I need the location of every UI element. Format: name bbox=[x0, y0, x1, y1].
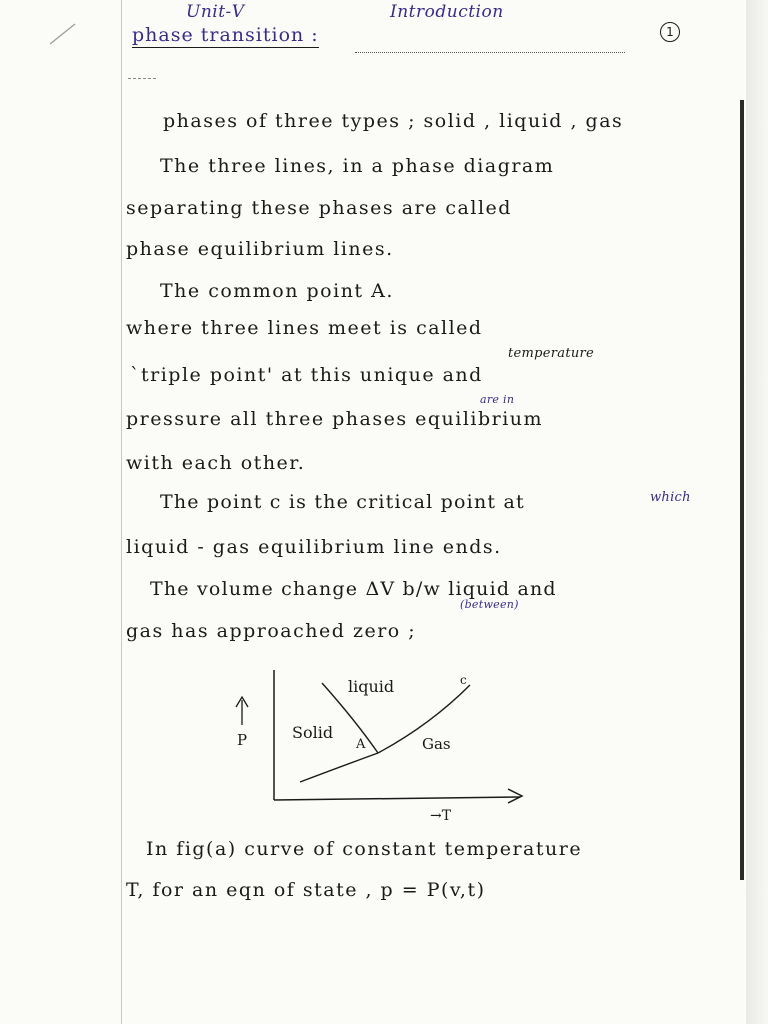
note-line-1: phases of three types ; solid , liquid , gas bbox=[163, 110, 624, 132]
note-line-7: `triple point' at this unique and bbox=[130, 364, 483, 386]
phase-diagram bbox=[230, 665, 530, 825]
note-line-3: separating these phases are called bbox=[126, 197, 512, 219]
insert-temperature: temperature bbox=[508, 346, 595, 361]
note-line-9: with each other. bbox=[126, 452, 306, 474]
note-line-15: T, for an eqn of state , p = P(v,t) bbox=[126, 879, 486, 901]
label-solid: Solid bbox=[292, 723, 334, 742]
note-line-11: liquid - gas equilibrium line ends. bbox=[126, 536, 502, 558]
insert-are-in: are in bbox=[480, 393, 515, 406]
note-line-13: gas has approached zero ; bbox=[126, 620, 417, 642]
note-line-14: In fig(a) curve of constant temperature bbox=[146, 838, 583, 860]
title-underline bbox=[355, 52, 625, 53]
label-critical-point: c bbox=[460, 673, 467, 687]
label-triple-point: A bbox=[356, 737, 366, 752]
note-line-5: The common point A. bbox=[160, 280, 394, 302]
page-title-text: phase transition : bbox=[132, 24, 319, 46]
introduction-heading: Introduction bbox=[390, 2, 504, 22]
margin-rule bbox=[121, 0, 122, 1024]
unit-heading: Unit-Ⅴ bbox=[186, 2, 245, 22]
note-line-4: phase equilibrium lines. bbox=[126, 238, 394, 260]
x-axis-arrow-head bbox=[508, 789, 522, 803]
label-pressure: P bbox=[237, 731, 248, 749]
label-temperature: →T bbox=[430, 808, 452, 824]
page-number: 1 bbox=[660, 22, 680, 42]
binding-edge bbox=[740, 100, 744, 880]
label-liquid: liquid bbox=[348, 677, 395, 696]
pencil-mark-icon bbox=[48, 20, 78, 46]
note-line-6: where three lines meet is called bbox=[126, 317, 483, 339]
x-axis bbox=[274, 797, 520, 800]
note-line-2: The three lines, in a phase diagram bbox=[160, 155, 555, 177]
page-title bbox=[132, 24, 319, 46]
label-gas: Gas bbox=[422, 735, 451, 753]
sublimation-curve bbox=[300, 753, 378, 782]
note-line-8: pressure all three phases equilibrium bbox=[126, 408, 544, 430]
page-edge-shadow bbox=[746, 0, 768, 1024]
insert-between: (between) bbox=[460, 598, 519, 611]
doodle-mark bbox=[128, 78, 156, 79]
insert-which: which bbox=[650, 490, 691, 505]
note-line-10: The point c is the critical point at bbox=[160, 491, 525, 513]
note-line-12: The volume change ΔV b/w liquid and bbox=[150, 578, 557, 600]
